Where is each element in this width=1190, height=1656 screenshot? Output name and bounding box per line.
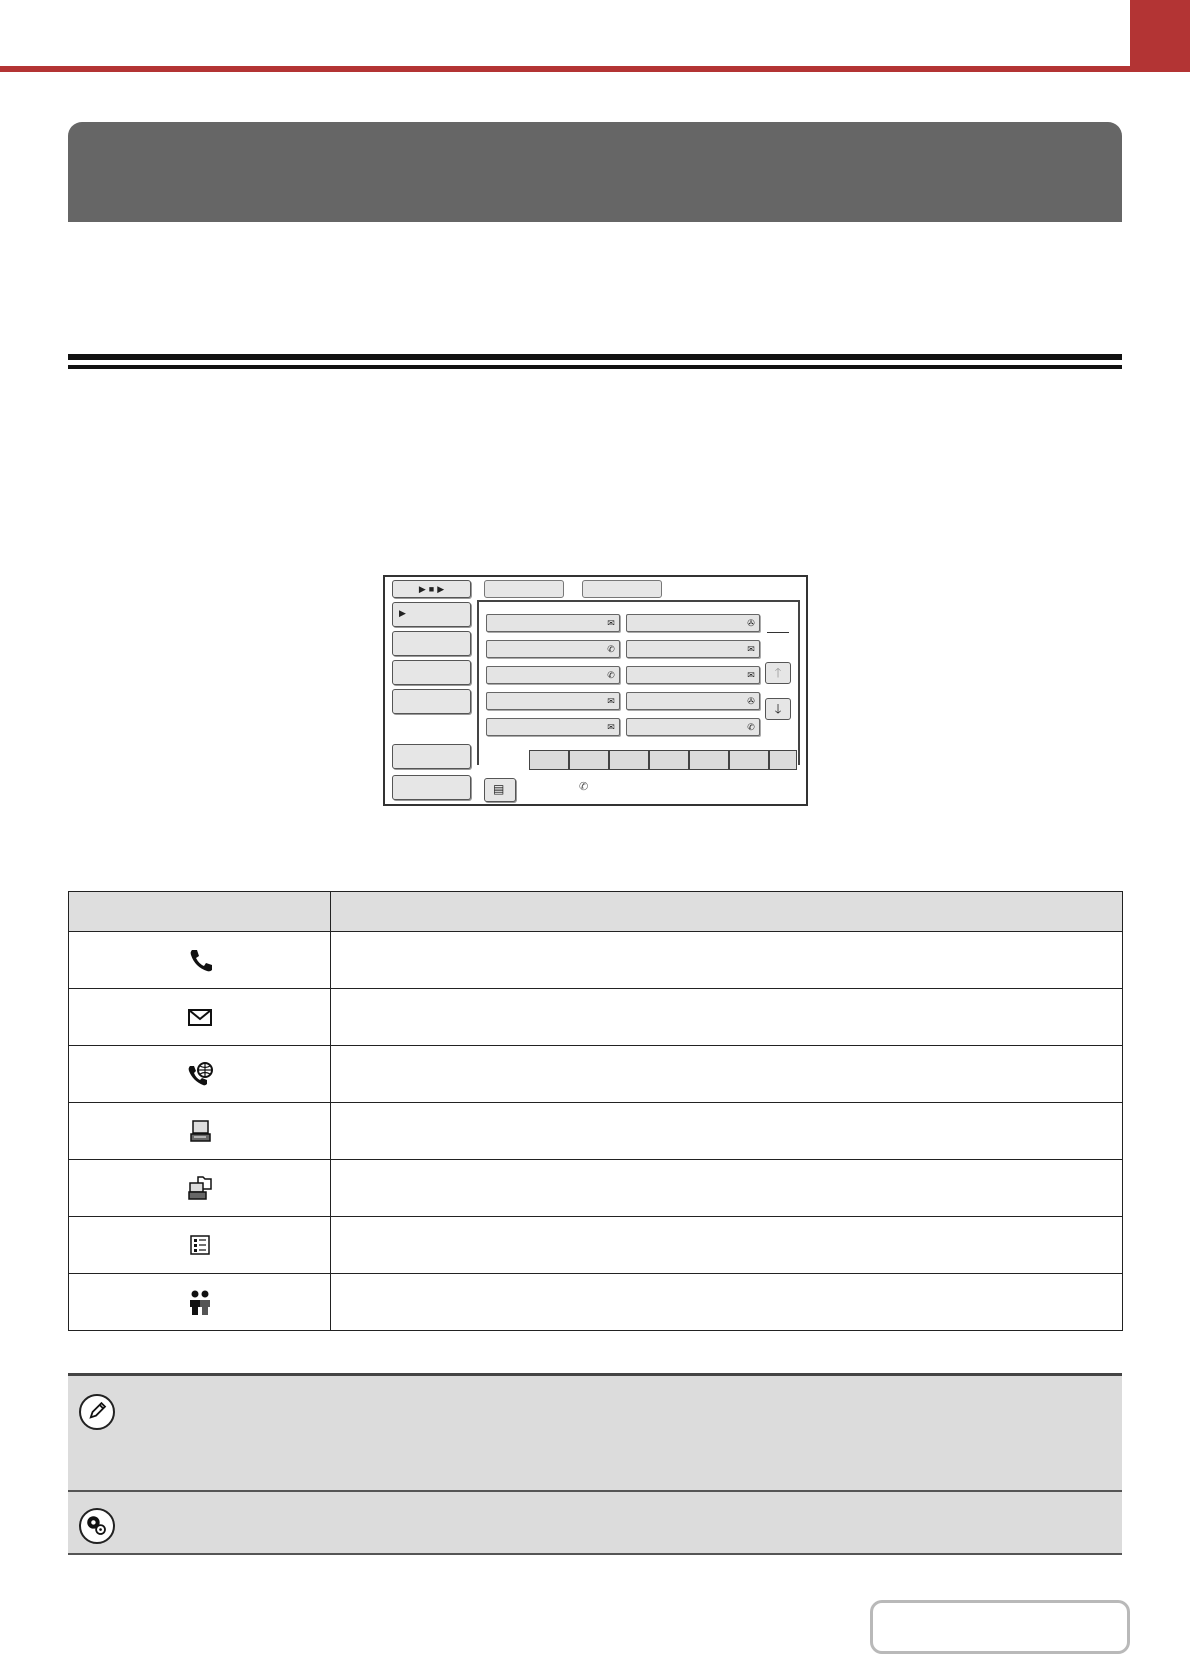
desktop-icon (186, 1117, 214, 1145)
section-rule-bottom (68, 365, 1122, 369)
envelope-icon: ✉ (607, 696, 615, 706)
internet-fax-icon: ✇ (747, 618, 755, 628)
storage-tab[interactable] (582, 580, 662, 598)
address-entry[interactable] (626, 692, 760, 710)
address-entry[interactable] (486, 666, 620, 684)
group-icon (186, 1288, 214, 1316)
note-box (68, 1373, 1122, 1490)
address-entry[interactable] (626, 718, 760, 736)
table-row (69, 1160, 1123, 1217)
panel-button-6[interactable] (392, 775, 471, 800)
index-list-icon: ▤ (493, 782, 505, 796)
phone-icon: ✆ (607, 644, 615, 654)
header-description-column (331, 892, 1123, 932)
index-list-icon (186, 1231, 214, 1259)
pencil-icon (79, 1394, 115, 1430)
address-entry[interactable] (626, 666, 760, 684)
panel-button-1[interactable] (392, 602, 471, 627)
address-entry[interactable] (486, 692, 620, 710)
index-tab[interactable] (609, 750, 649, 770)
icon-cell (69, 989, 331, 1046)
description-cell (331, 1274, 1123, 1331)
page-indicator-line (767, 632, 789, 633)
section-rule-top (68, 354, 1122, 360)
index-tab[interactable] (769, 750, 797, 770)
address-entry[interactable] (486, 640, 620, 658)
scroll-up-button[interactable]: 🡑 (765, 662, 791, 684)
fax-status-icon: ✆ (579, 781, 589, 793)
address-entry[interactable] (486, 614, 620, 632)
envelope-icon: ✉ (607, 722, 615, 732)
address-list (477, 600, 800, 765)
phone-icon (186, 946, 214, 974)
scroll-down-button[interactable]: 🡓 (765, 698, 791, 720)
stop-icon: ■ (428, 584, 435, 594)
description-cell (331, 989, 1123, 1046)
phone-icon: ✆ (607, 670, 615, 680)
table-row (69, 1274, 1123, 1331)
index-list-button[interactable] (484, 778, 516, 802)
icon-cell (69, 1217, 331, 1274)
phone-icon: ✆ (747, 722, 755, 732)
description-cell (331, 1046, 1123, 1103)
description-cell (331, 1160, 1123, 1217)
play-icon: ▶ (418, 583, 426, 594)
icon-cell (69, 1046, 331, 1103)
icon-cell (69, 1274, 331, 1331)
table-row (69, 1103, 1123, 1160)
header-tab (1130, 0, 1190, 72)
address-entry[interactable] (626, 640, 760, 658)
panel-button-4[interactable] (392, 689, 471, 714)
index-tab[interactable] (649, 750, 689, 770)
panel-button-3[interactable] (392, 660, 471, 685)
address-entry[interactable] (486, 718, 620, 736)
address-book-panel (383, 575, 808, 806)
envelope-icon: ✉ (607, 618, 615, 628)
table-row (69, 989, 1123, 1046)
arrow-icon: ▶ (399, 608, 406, 618)
settings-gear-icon (79, 1508, 115, 1544)
icon-cell (69, 932, 331, 989)
envelope-icon: ✉ (747, 644, 755, 654)
description-cell (331, 932, 1123, 989)
index-tab[interactable] (569, 750, 609, 770)
internet-fax-icon (186, 1060, 214, 1088)
table-row (69, 1046, 1123, 1103)
title-band (68, 122, 1122, 222)
description-cell (331, 1217, 1123, 1274)
icon-cell (69, 1103, 331, 1160)
table-row (69, 1217, 1123, 1274)
play-icon: ▶ (437, 583, 445, 594)
icon-cell (69, 1160, 331, 1217)
envelope-icon (186, 1003, 214, 1031)
index-tab[interactable] (729, 750, 769, 770)
index-tabs (529, 750, 797, 770)
header-rule (0, 66, 1130, 72)
header-icon-column (69, 892, 331, 932)
description-cell (331, 1103, 1123, 1160)
table-header-row (69, 892, 1123, 932)
mail-tab[interactable] (484, 580, 564, 598)
index-tab[interactable] (529, 750, 569, 770)
panel-button-2[interactable] (392, 631, 471, 656)
panel-button-5[interactable] (392, 744, 471, 769)
address-entry[interactable] (626, 614, 760, 632)
internet-fax-icon: ✇ (747, 696, 755, 706)
table-row (69, 932, 1123, 989)
contents-button[interactable] (870, 1600, 1130, 1654)
ftp-folder-icon (186, 1174, 214, 1202)
sort-button[interactable] (392, 580, 471, 598)
envelope-icon: ✉ (747, 670, 755, 680)
settings-box (68, 1490, 1122, 1555)
index-tab[interactable] (689, 750, 729, 770)
icon-table (68, 891, 1123, 1331)
